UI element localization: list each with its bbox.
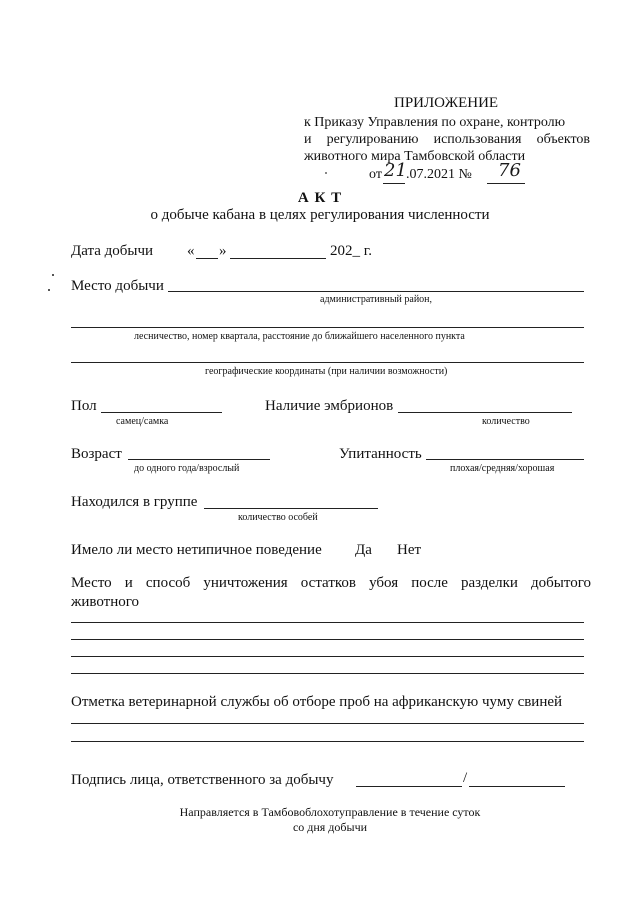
behavior-no[interactable]: Нет (397, 542, 422, 558)
appendix-title: ПРИЛОЖЕНИЕ (394, 95, 499, 111)
date-rest: .07.2021 № (406, 167, 472, 182)
group-hint: количество особей (238, 512, 318, 523)
date-year: 202_ г. (330, 243, 372, 259)
signature-field[interactable] (356, 786, 462, 787)
signature-label: Подпись лица, ответственного за добычу (71, 772, 334, 788)
disposal-field-1[interactable] (71, 622, 584, 623)
handwritten-day: 21 (384, 160, 407, 181)
scan-speck (325, 172, 327, 174)
appendix-word-b: регулированию (326, 132, 419, 147)
place-field-2[interactable] (71, 327, 584, 328)
date-label: Дата добычи (71, 243, 154, 259)
sex-label: Пол (71, 398, 97, 414)
disposal-field-2[interactable] (71, 639, 584, 640)
document-title: А К Т (297, 190, 343, 206)
place-label: Место добычи (71, 278, 164, 294)
scan-speck (52, 274, 54, 276)
number-underline (487, 183, 525, 184)
date-open-quote: « (187, 243, 195, 259)
document-subtitle: о добыче кабана в целях регулирования численности (150, 207, 490, 223)
date-close-quote: » (219, 243, 227, 259)
fatness-field[interactable] (426, 459, 584, 460)
handwritten-number: 76 (498, 160, 521, 181)
date-day-field[interactable] (196, 258, 218, 259)
behavior-yes[interactable]: Да (355, 542, 372, 558)
embryos-label: Наличие эмбрионов (265, 398, 394, 414)
group-field[interactable] (204, 508, 378, 509)
appendix-word-d: объектов (536, 132, 590, 147)
disposal-label-line-1: Место и способ уничтожения остатков убоя после разделки добытого (71, 575, 591, 591)
place-hint-3: географические координаты (при наличии возможности) (205, 366, 448, 377)
footer-line-2: со дня добычи (292, 820, 368, 834)
sex-hint: самец/самка (116, 416, 169, 427)
fatness-hint: плохая/средняя/хорошая (450, 463, 555, 474)
age-field[interactable] (128, 459, 270, 460)
place-hint-1: административный район, (320, 294, 433, 305)
vet-field-1[interactable] (71, 723, 584, 724)
disposal-label-line-2: животного (71, 594, 140, 610)
appendix-word-c: использования (433, 132, 522, 147)
order-date (369, 167, 382, 183)
vet-label: Отметка ветеринарной службы об отборе проб на африканскую чуму свиней (71, 694, 563, 710)
appendix-line-3: животного мира Тамбовской области (304, 149, 526, 164)
disposal-field-4[interactable] (71, 673, 584, 674)
appendix-line-1: к Приказу Управления по охране, контролю (304, 115, 566, 130)
appendix-line-2 (304, 132, 590, 148)
age-label: Возраст (71, 446, 122, 462)
disposal-field-3[interactable] (71, 656, 584, 657)
footer-line-1: Направляется в Тамбовоблохотуправление в течение суток (179, 805, 481, 819)
group-label: Находился в группе (71, 494, 198, 510)
place-field-1[interactable] (168, 291, 584, 292)
behavior-label: Имело ли место нетипичное поведение (71, 542, 322, 558)
signature-name-field[interactable] (469, 786, 565, 787)
age-hint: до одного года/взрослый (134, 463, 240, 474)
appendix-word-a: и (304, 132, 312, 147)
embryos-hint: количество (482, 416, 530, 427)
sex-field[interactable] (101, 412, 222, 413)
day-underline (383, 183, 405, 184)
place-field-3[interactable] (71, 362, 584, 363)
place-hint-2: лесничество, номер квартала, расстояние до ближайшего населенного пункта (134, 331, 465, 342)
scan-speck (48, 289, 50, 291)
date-month-field[interactable] (230, 258, 326, 259)
signature-slash: / (463, 770, 468, 786)
date-prefix: от (369, 167, 382, 182)
vet-field-2[interactable] (71, 741, 584, 742)
embryos-field[interactable] (398, 412, 572, 413)
fatness-label: Упитанность (339, 446, 422, 462)
